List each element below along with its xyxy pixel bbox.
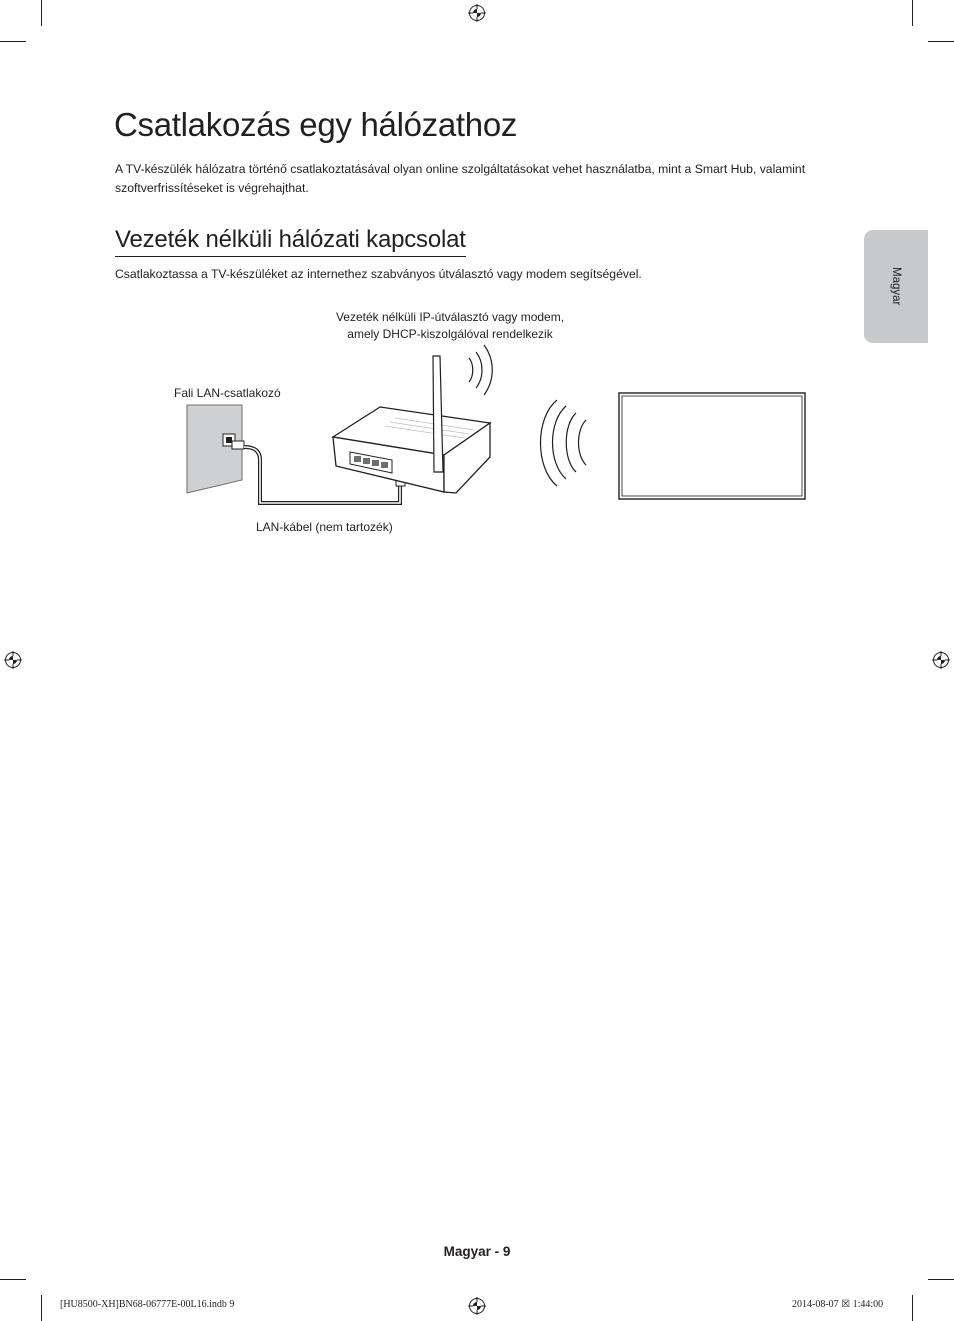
wall-lan-socket-icon xyxy=(187,405,244,493)
crop-mark xyxy=(41,1295,42,1321)
router-label xyxy=(300,309,600,343)
crop-mark xyxy=(928,1279,954,1280)
registration-mark-icon xyxy=(468,1297,486,1315)
crop-mark xyxy=(912,1295,913,1321)
tv-wifi-signal-icon xyxy=(541,400,587,486)
side-tab-label: Magyar xyxy=(890,267,902,306)
lan-cable-label: LAN-kábel (nem tartozék) xyxy=(256,520,393,534)
wall-socket-label: Fali LAN-csatlakozó xyxy=(174,386,281,400)
section-title: Vezeték nélküli hálózati kapcsolat xyxy=(115,226,466,257)
crop-mark xyxy=(0,1279,26,1280)
page-number: Magyar - 9 xyxy=(443,1244,511,1259)
section-description: Csatlakoztassa a TV-készüléket az internethez szabványos útválasztó vagy modem segítségével. xyxy=(115,267,642,281)
intro-paragraph: A TV-készülék hálózatra történő csatlakoztatásával olyan online szolgáltatásokat vehet használatba, mint a Smart Hub, valamint szoftverfrissítéseket is végrehajthat. xyxy=(115,162,806,195)
router-label-line: Vezeték nélküli IP-útválasztó vagy modem, xyxy=(335,310,565,324)
crop-mark xyxy=(912,0,913,26)
footer-timestamp: 2014-08-07 ☒ 1:44:00 xyxy=(792,1299,884,1310)
router-label-line: amely DHCP-kiszolgálóval rendelkezik xyxy=(347,327,553,341)
footer-file-info: [HU8500-XH]BN68-06777E-00L16.indb 9 xyxy=(60,1299,235,1310)
language-side-tab xyxy=(864,230,928,343)
wireless-router-icon xyxy=(333,356,490,493)
crop-mark xyxy=(0,41,26,42)
router-wifi-signal-icon xyxy=(469,345,492,395)
registration-mark-icon xyxy=(932,651,950,669)
registration-mark-icon xyxy=(4,651,22,669)
crop-mark xyxy=(928,41,954,42)
registration-mark-icon xyxy=(468,4,486,22)
tv-icon xyxy=(619,393,805,499)
crop-mark xyxy=(41,0,42,26)
page-title: Csatlakozás egy hálózathoz xyxy=(114,106,518,143)
